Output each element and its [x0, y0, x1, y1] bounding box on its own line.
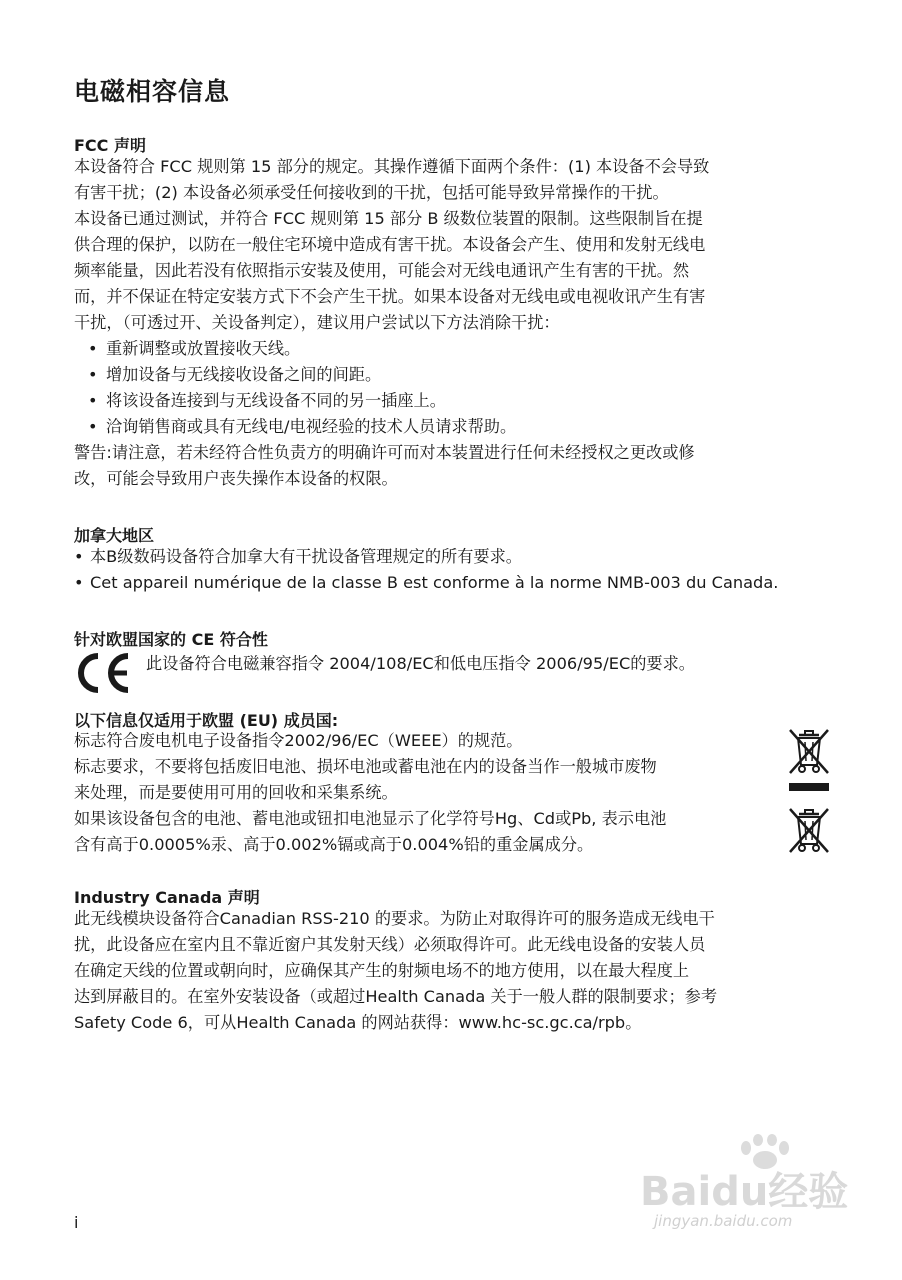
fcc-paragraph: [74, 154, 834, 336]
watermark-url: jingyan.baidu.com: [654, 1212, 793, 1230]
page-number: i: [74, 1213, 79, 1232]
list-item-text: 将该设备连接到与无线设备不同的另一插座上。: [106, 391, 446, 410]
industry-canada-heading: Industry Canada 声明: [74, 888, 260, 907]
text-line: 而，并不保证在特定安装方式下不会产生干扰。如果本设备对无线电或电视收讯产生有害: [74, 287, 706, 306]
ce-heading: 针对欧盟国家的 CE 符合性: [74, 630, 268, 649]
weee-bin-icon-battery: [787, 806, 831, 854]
text-line: 频率能量，因此若没有依照指示安装及使用，可能会对无线电通讯产生有害的干扰。然: [74, 261, 690, 280]
fcc-bullet-list: [88, 336, 516, 440]
list-item: • Cet appareil numérique de la classe B est conforme à la norme NMB-003 du Canada.: [74, 573, 779, 592]
text-line: 标志符合废电机电子设备指令2002/96/EC（WEEE）的规范。: [74, 731, 523, 750]
page-title: 电磁相容信息: [74, 77, 231, 106]
list-item: • 本B级数码设备符合加拿大有干扰设备管理规定的所有要求。: [74, 547, 522, 566]
canada-heading: 加拿大地区: [74, 526, 155, 545]
text-line: 本设备已通过测试，并符合 FCC 规则第 15 部分 B 级数位装置的限制。这些限制旨在提: [74, 209, 703, 228]
weee-bar: [789, 783, 829, 791]
list-item-text: 增加设备与无线接收设备之间的间距。: [106, 365, 382, 384]
text-line: 来处理，而是要使用可用的回收和采集系统。: [74, 783, 398, 802]
text-line: 扰，此设备应在室内且不靠近窗户其发射天线）必须取得许可。此无线电设备的安装人员: [74, 935, 706, 954]
text-line: 改，可能会导致用户丧失操作本设备的权限。: [74, 469, 398, 488]
weee-bin-icon: [787, 727, 831, 775]
list-item-text: Cet appareil numérique de la classe B est conforme à la norme NMB-003 du Canada.: [90, 573, 779, 592]
text-line: Safety Code 6，可从Health Canada 的网站获得：www.hc-sc.gc.ca/rpb。: [74, 1013, 642, 1032]
text-line: 此无线模块设备符合Canadian RSS-210 的要求。为防止对取得许可的服务造成无线电干: [74, 909, 715, 928]
list-item: • 重新调整或放置接收天线。: [88, 339, 301, 358]
text-line: 如果该设备包含的电池、蓄电池或钮扣电池显示了化学符号Hg、Cd或Pb, 表示电池: [74, 809, 667, 828]
list-item-text: 本B级数码设备符合加拿大有干扰设备管理规定的所有要求。: [90, 547, 522, 566]
ce-mark-icon: [72, 652, 134, 694]
list-item: • 将该设备连接到与无线设备不同的另一插座上。: [88, 391, 446, 410]
fcc-warning: [74, 440, 834, 492]
fcc-heading: FCC 声明: [74, 136, 146, 155]
industry-canada-paragraph: [74, 906, 834, 1036]
eu-heading: 以下信息仅适用于欧盟 (EU) 成员国:: [74, 711, 339, 730]
text-line: 在确定天线的位置或朝向时，应确保其产生的射频电场不的地方使用，以在最大程度上: [74, 961, 690, 980]
text-line: 有害干扰；(2) 本设备必须承受任何接收到的干扰，包括可能导致异常操作的干扰。: [74, 183, 669, 202]
text-line: 干扰，（可透过开、关设备判定），建议用户尝试以下方法消除干扰：: [74, 313, 560, 332]
text-line: 本设备符合 FCC 规则第 15 部分的规定。其操作遵循下面两个条件：(1) 本设备不会导致: [74, 157, 710, 176]
list-item: • 洽询销售商或具有无线电/电视经验的技术人员请求帮助。: [88, 417, 517, 436]
watermark-brand: Baidu经验: [640, 1169, 849, 1215]
text-line: 达到屏蔽目的。在室外安装设备（或超过Health Canada 关于一般人群的限制要求；参考: [74, 987, 718, 1006]
ce-text: 此设备符合电磁兼容指令 2004/108/EC和低电压指令 2006/95/EC的要求。: [146, 654, 695, 673]
canada-bullet-list: [74, 544, 778, 596]
text-line: 标志要求，不要将包括废旧电池、损坏电池或蓄电池在内的设备当作一般城市废物: [74, 757, 657, 776]
text-line: 警告:请注意，若未经符合性负责方的明确许可而对本装置进行任何未经授权之更改或修: [74, 443, 695, 462]
list-item-text: 重新调整或放置接收天线。: [106, 339, 301, 358]
list-item-text: 洽询销售商或具有无线电/电视经验的技术人员请求帮助。: [106, 417, 517, 436]
text-line: 含有高于0.0005%汞、高于0.002%镉或高于0.004%铅的重金属成分。: [74, 835, 594, 854]
eu-paragraph: [74, 728, 774, 858]
list-item: • 增加设备与无线接收设备之间的间距。: [88, 365, 382, 384]
text-line: 供合理的保护，以防在一般住宅环境中造成有害干扰。本设备会产生、使用和发射无线电: [74, 235, 706, 254]
